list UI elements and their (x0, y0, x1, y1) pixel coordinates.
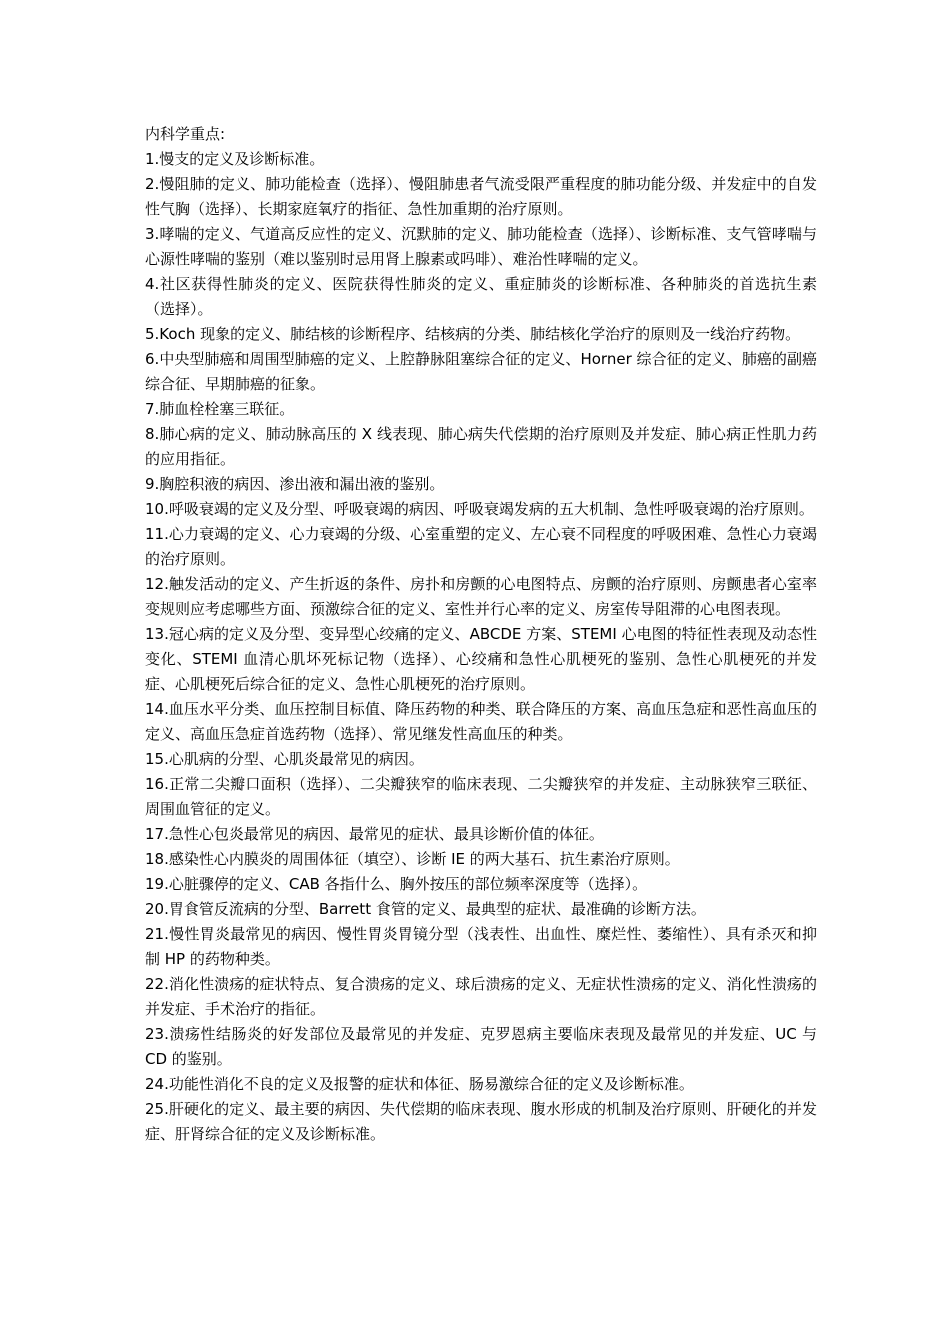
list-item: 3.哮喘的定义、气道高反应性的定义、沉默肺的定义、肺功能检查（选择）、诊断标准、支气管哮喘与心源性哮喘的鉴别（难以鉴别时忌用肾上腺素或吗啡）、难治性哮喘的定义。 (145, 225, 817, 268)
list-item: 7.肺血栓栓塞三联征。 (145, 400, 295, 418)
list-item: 23.溃疡性结肠炎的好发部位及最常见的并发症、克罗恩病主要临床表现及最常见的并发症、UC 与 CD 的鉴别。 (145, 1025, 817, 1068)
list-item: 24.功能性消化不良的定义及报警的症状和体征、肠易激综合征的定义及诊断标准。 (145, 1075, 694, 1093)
list-item: 14.血压水平分类、血压控制目标值、降压药物的种类、联合降压的方案、高血压急症和恶性高血压的定义、高血压急症首选药物（选择）、常见继发性高血压的种类。 (145, 700, 817, 743)
document-title: 内科学重点: (145, 125, 226, 143)
list-item: 4.社区获得性肺炎的定义、医院获得性肺炎的定义、重症肺炎的诊断标准、各种肺炎的首选抗生素（选择）。 (145, 275, 817, 318)
list-item: 2.慢阻肺的定义、肺功能检查（选择）、慢阻肺患者气流受限严重程度的肺功能分级、并发症中的自发性气胸（选择）、长期家庭氧疗的指征、急性加重期的治疗原则。 (145, 175, 817, 218)
list-item: 8.肺心病的定义、肺动脉高压的 X 线表现、肺心病失代偿期的治疗原则及并发症、肺心病正性肌力药的应用指征。 (145, 425, 817, 468)
list-item: 11.心力衰竭的定义、心力衰竭的分级、心室重塑的定义、左心衰不同程度的呼吸困难、急性心力衰竭的治疗原则。 (145, 525, 817, 568)
list-item: 17.急性心包炎最常见的病因、最常见的症状、最具诊断价值的体征。 (145, 825, 604, 843)
list-item: 21.慢性胃炎最常见的病因、慢性胃炎胃镜分型（浅表性、出血性、糜烂性、萎缩性）、具有杀灭和抑制 HP 的药物种类。 (145, 925, 817, 968)
list-item: 12.触发活动的定义、产生折返的条件、房扑和房颤的心电图特点、房颤的治疗原则、房颤患者心室率变规则应考虑哪些方面、预激综合征的定义、室性并行心率的定义、房室传导阻滞的心电图表现。 (145, 575, 817, 618)
list-item: 9.胸腔积液的病因、渗出液和漏出液的鉴别。 (145, 475, 445, 493)
list-item: 10.呼吸衰竭的定义及分型、呼吸衰竭的病因、呼吸衰竭发病的五大机制、急性呼吸衰竭的治疗原则。 (145, 500, 814, 518)
list-item: 16.正常二尖瓣口面积（选择）、二尖瓣狭窄的临床表现、二尖瓣狭窄的并发症、主动脉狭窄三联征、周围血管征的定义。 (145, 775, 817, 818)
list-item: 18.感染性心内膜炎的周围体征（填空）、诊断 IE 的两大基石、抗生素治疗原则。 (145, 850, 680, 868)
list-item: 20.胃食管反流病的分型、Barrett 食管的定义、最典型的症状、最准确的诊断方法。 (145, 900, 706, 918)
list-item: 6.中央型肺癌和周围型肺癌的定义、上腔静脉阻塞综合征的定义、Horner 综合征的定义、肺癌的副癌综合征、早期肺癌的征象。 (145, 350, 817, 393)
list-item: 15.心肌病的分型、心肌炎最常见的病因。 (145, 750, 424, 768)
list-item: 1.慢支的定义及诊断标准。 (145, 150, 325, 168)
document-page (145, 122, 817, 1147)
list-item: 13.冠心病的定义及分型、变异型心绞痛的定义、ABCDE 方案、STEMI 心电图的特征性表现及动态性变化、STEMI 血清心肌坏死标记物（选择）、心绞痛和急性心肌梗死的鉴别、急性心肌梗死的并发症、心肌梗死后综合征的定义、急性心肌梗死的治疗原则。 (145, 625, 817, 693)
list-item: 22.消化性溃疡的症状特点、复合溃疡的定义、球后溃疡的定义、无症状性溃疡的定义、消化性溃疡的并发症、手术治疗的指征。 (145, 975, 817, 1018)
list-item: 25.肝硬化的定义、最主要的病因、失代偿期的临床表现、腹水形成的机制及治疗原则、肝硬化的并发症、肝肾综合征的定义及诊断标准。 (145, 1100, 817, 1143)
list-item: 5.Koch 现象的定义、肺结核的诊断程序、结核病的分类、肺结核化学治疗的原则及一线治疗药物。 (145, 325, 801, 343)
list-item: 19.心脏骤停的定义、CAB 各指什么、胸外按压的部位频率深度等（选择）。 (145, 875, 648, 893)
